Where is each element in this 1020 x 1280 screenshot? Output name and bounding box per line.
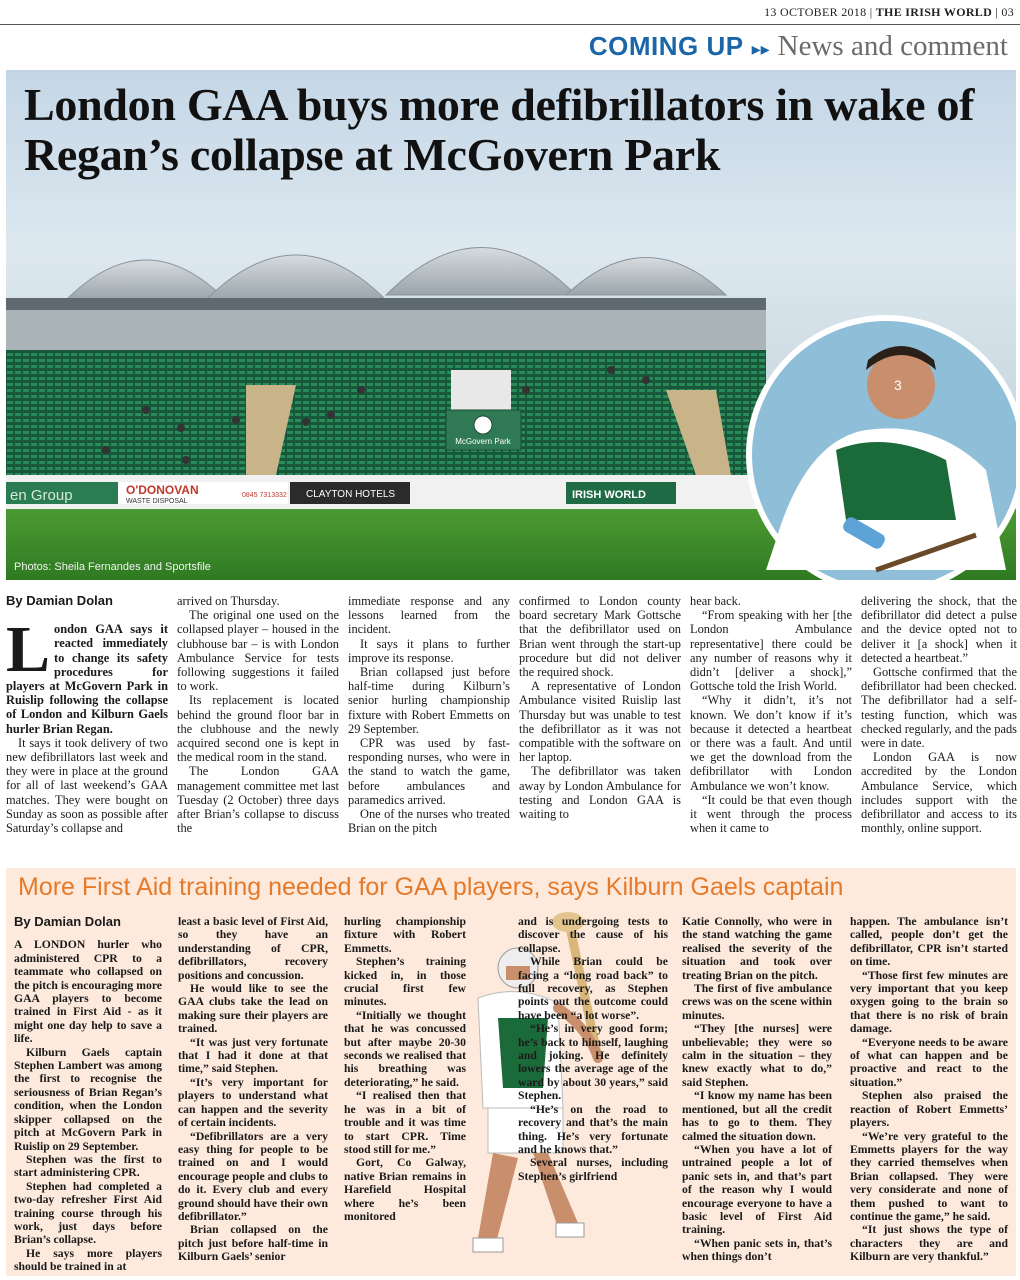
board-text: 0845 7313332 (242, 492, 287, 499)
paragraph: hear back. (690, 594, 741, 608)
paragraph: Gort, Co Galway, native Brian remains in Harefield Hospital where he’s been monitored (344, 1156, 466, 1223)
paragraph: The first of five ambulance crews was on the scene within minutes. (682, 982, 832, 1022)
box-headline: More First Aid training needed for GAA players, says Kilburn Gaels captain (18, 873, 844, 901)
box-column-2 (178, 915, 328, 1264)
paragraph: One of the nurses who treated Brian on the pitch (348, 807, 510, 836)
paragraph: Brian collapsed on the pitch just before half-time in Kilburn Gaels’ senior (178, 1223, 328, 1264)
section-header (589, 30, 1008, 63)
sidebar-story-box (6, 868, 1016, 1276)
article-column-1 (6, 594, 168, 835)
paragraph: “When you have a lot of untrained people a lot of panic sets in, and that’s part of the reason why I would encourage everyone to have a basic level of First Aid training. (682, 1142, 832, 1237)
issue-date: 13 OCTOBER 2018 (764, 5, 867, 19)
paragraph: hurling championship fixture with Robert Emmetts. (344, 915, 466, 955)
article-column-6 (861, 594, 1017, 835)
paragraph: “We’re very grateful to the Emmetts players for the way they carried themselves when Brian collapsed. They were very considerate and none of them pushed to want to continue the game,” he said. (850, 1129, 1008, 1223)
photo-credit: Photos: Sheila Fernandes and Sportsfile (14, 561, 211, 573)
paper-name: THE IRISH WORLD (875, 5, 993, 19)
paragraph: He would like to see the GAA clubs take the lead on making sure their players are trained. (178, 982, 328, 1036)
article-column-2 (177, 594, 339, 835)
paragraph: “It was just very fortunate that I had it done at that time,” said Stephen. (178, 1035, 328, 1076)
paragraph: While Brian could be facing a “long road back” to full recovery, as Stephen points out the outcome could have been “a lot worse”. (518, 955, 668, 1022)
box-column-5 (682, 915, 832, 1264)
article-column-3 (348, 594, 510, 835)
box-column-6 (850, 915, 1008, 1264)
folio-separator: | (869, 5, 876, 19)
paragraph: “It just shows the type of characters they are and Kilburn are very thankful.” (850, 1223, 1008, 1264)
headline: London GAA buys more defibrillators in wake of Regan’s collapse at McGovern Park (24, 79, 975, 180)
paragraph: He says more players should be trained in at (14, 1246, 162, 1274)
paragraph: Stephen also praised the reaction of Robert Emmetts’ players. (850, 1089, 1008, 1130)
paragraph: “Everyone needs to be aware of what can happen and be proactive and react to the situation.” (850, 1035, 1008, 1089)
paragraph: delivering the shock, that the defibrillator did detect a pulse and the device opted not to deliver it [a shock] when it detected a heartbeat.” (861, 594, 1017, 665)
paragraph: It says it plans to further improve its response. (348, 636, 510, 665)
page-folio (764, 5, 1014, 20)
paragraph: Katie Connolly, who were in the stand watching the game realised the severity of the situation and took over treating Brian on the pitch. (682, 915, 832, 982)
paragraph: London GAA is now accredited by the London Ambulance Service, which includes support with the defibrillator and access to its monthly, online support. (861, 750, 1017, 836)
paragraph: Kilburn Gaels captain Stephen Lambert was among the first to recognise the seriousness of Brian Regan’s condition, when the London skipper collapsed on the pitch at McGovern Park in Ruislip on 29 September. (14, 1045, 162, 1153)
paragraph: Stephen’s training kicked in, in those crucial first few minutes. (344, 955, 466, 1009)
board-text: O'DONOVAN (126, 483, 199, 497)
paragraph: “They [the nurses] were unbelievable; they were so calm in the situation – they knew exactly what to do,” said Stephen. (682, 1022, 832, 1089)
jersey-number: 3 (894, 377, 902, 393)
paragraph: Its replacement is located behind the ground floor bar in the clubhouse and the newly acquired second one is kept in the medical room in the stand. (177, 693, 339, 765)
paragraph: “Why it didn’t, it’s not known. We don’t know if it’s because it detected a heartbeat or there was a fault. And until we get the download from the defibrillator with London Ambulance we won’t know. (690, 693, 852, 793)
board-text: CLAYTON HOTELS (306, 489, 396, 500)
board-text: IRISH WORLD (572, 489, 646, 501)
article-column-5 (690, 594, 852, 835)
box-column-3 (344, 915, 466, 1223)
folio-separator: | (995, 5, 1002, 19)
board-text: WASTE DISPOSAL (126, 498, 188, 505)
byline: By Damian Dolan (6, 593, 113, 608)
paragraph: “He’s on the road to recovery and that’s the main thing. He’s very fortunate and he knows that.” (518, 1102, 668, 1156)
paragraph: Stephen was the first to start administering CPR. (14, 1152, 162, 1180)
ground-sign: McGovern Park (455, 437, 511, 446)
box-column-4 (518, 915, 668, 1183)
paragraph: “When panic sets in, that’s when things don’t (682, 1236, 832, 1264)
paragraph: “From speaking with her [the London Ambulance representative] there could be any number of reasons why it didn’t [deliver a shock],” Gottsche told the Irish World. (690, 608, 852, 694)
paragraph: A representative of London Ambulance visited Ruislip last Thursday but was unable to test the defibrillator as it was not compatible with the software on her laptop. (519, 679, 681, 765)
page-number: 03 (1001, 5, 1014, 19)
paragraph: “Defibrillators are a very easy thing for people to be trained on and I would encourage people and clubs to do it. Every club and every ground should have their own defibrillator.” (178, 1129, 328, 1223)
box-column-1 (14, 915, 162, 1274)
section-subtitle: News and comment (777, 30, 1008, 62)
top-rule (0, 24, 1020, 25)
paragraph: “It’s very important for players to understand what can happen and the severity of certain incidents. (178, 1075, 328, 1130)
article-column-4 (519, 594, 681, 821)
paragraph: immediate response and any lessons learned from the incident. (348, 594, 510, 637)
paragraph: happen. The ambulance isn’t called, people don’t get the defibrillator, CPR isn’t started on time. (850, 915, 1008, 969)
article-lead (6, 613, 168, 736)
paragraph: “I know my name has been mentioned, but all the credit has to go to them. They calmed the situation down. (682, 1089, 832, 1143)
hero-photo (6, 70, 1016, 580)
paragraph: Several nurses, including Stephen’s girlfriend (518, 1156, 668, 1183)
paragraph: The original one used on the collapsed player – housed in the clubhouse bar – is with London Ambulance Service for tests following suggestions it failed to work. (177, 608, 339, 694)
paragraph: CPR was used by fast-responding nurses, who were in the stand to watch the game, before ambulances and paramedics arrived. (348, 736, 510, 807)
lead-text: ondon GAA says it reacted immediately to change its safety procedures for players at McGovern Park in Ruislip following the collapse of London and Kilburn Gaels hurler Brian Regan. (6, 622, 168, 736)
paragraph: “He’s in very good form; he’s back to himself, laughing and joking. He definitely lowers the average age of the ward by about 30 years,” said Stephen. (518, 1022, 668, 1103)
paragraph: “It could be that even though it went through the process when it came to (690, 792, 852, 836)
paragraph: “Initially we thought that he was concussed but after maybe 20-30 seconds we realised that his breathing was deteriorating,” he said. (344, 1008, 466, 1089)
paragraph: A LONDON hurler who administered CPR to a teammate who collapsed on the pitch is encouraging more GAA players to become trained in First Aid - as it might one day help to save a life. (14, 938, 162, 1046)
paragraph: “I realised then that he was in a bit of trouble and it was time to start CPR. Time stood still for me.” (344, 1089, 466, 1156)
paragraph: confirmed to London county board secretary Mark Gottsche that the defibrillator used on Brian went through the start-up procedure but did not deliver the required shock. (519, 594, 681, 680)
paragraph: It says it took delivery of two new defibrillators last week and they were in place at the ground for all of last weekend’s GAA matches. They were bought on Sunday as soon as possible after Saturday’s collapse and (6, 735, 168, 836)
paragraph: Stephen had completed a two-day refresher First Aid training course through his work, just days before Brian’s collapse. (14, 1179, 162, 1247)
paragraph: arrived on Thursday. (177, 594, 280, 608)
double-arrow-icon: ▸▸ (751, 39, 770, 60)
paragraph: The defibrillator was taken away by London Ambulance for testing and London GAA is waiting to (519, 764, 681, 822)
paragraph: The London GAA management committee met last Tuesday (2 October) three days after Brian’s collapse to discuss the (177, 764, 339, 836)
paragraph: Brian collapsed just before half-time during Kilburn’s senior hurling championship fixture with Robert Emmetts on 29 September. (348, 665, 510, 736)
section-label: COMING UP (588, 31, 744, 61)
box-byline: By Damian Dolan (14, 914, 121, 929)
drop-cap: L (6, 613, 51, 687)
paragraph: least a basic level of First Aid, so they have an understanding of CPR, defibrillators, recovery positions and concussion. (178, 915, 328, 982)
paragraph: “Those first few minutes are very important that you keep oxygen going to the brain so that there is no risk of brain damage. (850, 968, 1008, 1036)
paragraph: and is undergoing tests to discover the cause of his collapse. (518, 915, 668, 955)
board-text: en Group (10, 487, 73, 504)
paragraph: Gottsche confirmed that the defibrillator had been checked. The defibrillator had a self-testing function, which was checked regularly, and the pads were in date. (861, 665, 1017, 751)
